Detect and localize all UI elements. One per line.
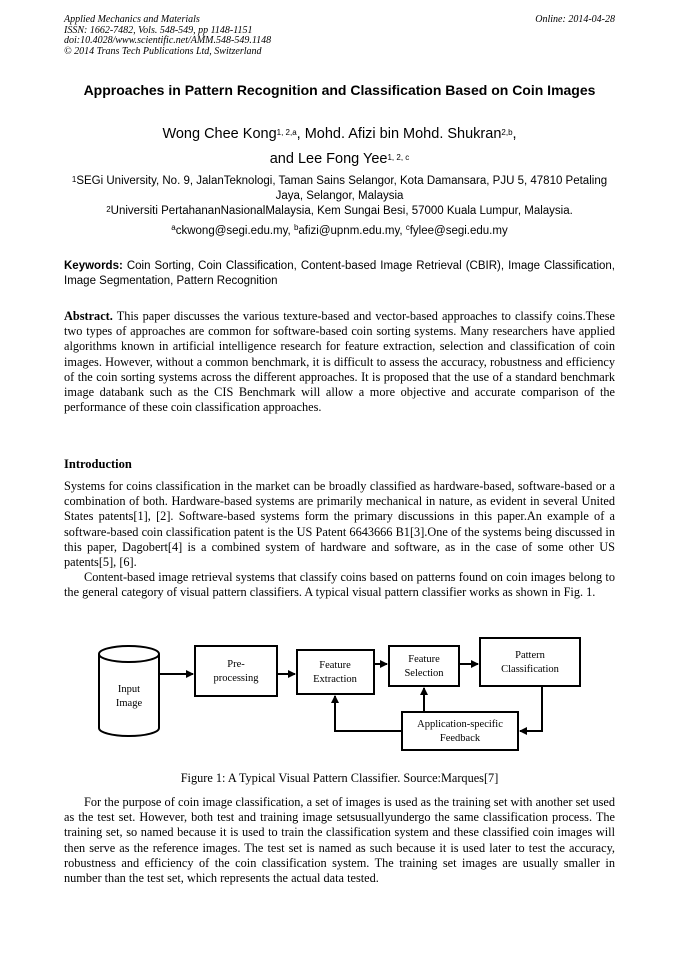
abstract: [64, 309, 615, 415]
page-header: [64, 15, 615, 57]
pattern-classification-box: [480, 638, 580, 686]
feature-extraction-box: [297, 650, 374, 694]
authors: [64, 122, 615, 172]
copyright: © 2014 Trans Tech Publications Ltd, Switzerland: [64, 45, 262, 57]
affiliation-1-sup: 1: [71, 175, 77, 184]
introduction-body: [64, 479, 615, 601]
input-image-cylinder: [99, 646, 159, 736]
abstract-text: This paper discusses the various texture-based and vector-based approaches to classify coins.These two types of approaches are common for software-based coin sorting systems. Many researchers have applied algorithms known in artificial intelligence research for feature extraction, selection and classification of coin images. However, without a common benchmark, it is difficult to assess the accuracy, robustness and efficiency of the coin sorting systems across the different approaches. It is proposed that the use of a standard benchmark image databank such as the CIS Benchmark will allow a more objective and accurate comparison of the performance of these coin classification approaches.: [64, 309, 615, 415]
feature-extraction-label-1: Feature: [319, 660, 351, 671]
issn: ISSN: 1662-7482, Vols. 548-549, pp 1148-1151: [64, 24, 253, 36]
preprocessing-box: [195, 646, 277, 696]
email-c-sup: c: [405, 223, 410, 232]
preprocessing-label-2: processing: [213, 673, 259, 684]
email-b[interactable]: afizi@upnm.edu.my,: [298, 225, 406, 237]
pattern-classification-label-2: Classification: [501, 664, 559, 675]
feedback-box: [402, 712, 518, 750]
journal-name: Applied Mechanics and Materials: [64, 14, 200, 25]
email-b-sup: b: [293, 223, 299, 232]
email-a-sup: a: [171, 223, 176, 232]
authors-line-2: [64, 147, 615, 172]
affiliation-1-text: SEGi University, No. 9, JalanTeknologi, Taman Sains Selangor, Kota Damansara, PJU 5, 47810 Petaling Jaya, Selangor, Malaysia: [76, 175, 608, 202]
figure-1-diagram: [92, 636, 592, 764]
author-separator: ,: [512, 126, 517, 142]
arrow-classification-to-feedback: [520, 686, 542, 731]
affiliation-1: [64, 174, 615, 204]
online-date: Online: 2014-04-28: [535, 14, 615, 25]
figure-1-caption: Figure 1: A Typical Visual Pattern Classifier. Source:Marques[7]: [180, 771, 499, 785]
feature-selection-label-2: Selection: [404, 668, 444, 679]
input-image-label-2: Image: [115, 698, 143, 709]
feature-selection-box: [389, 646, 459, 686]
author-3-sup: 1, 2, c: [387, 153, 410, 162]
email-c[interactable]: fylee@segi.edu.my: [409, 225, 508, 237]
author-2-name: , Mohd. Afizi bin Mohd. Shukran: [296, 126, 502, 142]
keywords-label: Keywords:: [64, 260, 123, 272]
authors-line-1: [64, 122, 615, 147]
author-1-name: Wong Chee Kong: [162, 126, 277, 142]
body-paragraph-3: For the purpose of coin image classification, a set of images is used as the training set with another set used as the test set. However, both test and training image setsusuallyundergo the same classification process. The training set, so named because it is used to train the classification system and these classified coin images will then serve as the reference images. The test set is named as such because it is used later to test the accuracy, robustness and efficiency of the coin classification system. The training set images are usually smaller in number than the test set, which represents the actual data tested.: [64, 795, 615, 886]
arrow-feedback-to-extraction: [335, 696, 402, 731]
author-1-sup: 1, 2,a: [276, 128, 297, 137]
keywords-text: Coin Sorting, Coin Classification, Content-based Image Retrieval (CBIR), Image Classification, Image Segmentation, Pattern Recognition: [64, 260, 615, 287]
introduction-heading: Introduction: [64, 457, 132, 471]
author-2-sup: 2,b: [501, 128, 513, 137]
feedback-label-2: Feedback: [439, 733, 481, 744]
author-3-name: and Lee Fong Yee: [269, 151, 388, 167]
affiliation-2-sup: 2: [106, 205, 111, 214]
doi: doi:10.4028/www.scientific.net/AMM.548-549.1148: [64, 35, 272, 46]
keywords: [64, 259, 615, 289]
feature-extraction-label-2: Extraction: [313, 674, 357, 685]
input-image-label-1: Input: [117, 684, 141, 695]
affiliations: [64, 174, 615, 219]
affiliation-2-text: Universiti PertahananNasionalMalaysia, Kem Sungai Besi, 57000 Kuala Lumpur, Malaysia.: [110, 205, 573, 217]
intro-paragraph-2: Content-based image retrieval systems that classify coins based on patterns found on coin images belong to the general category of visual pattern classifiers. A typical visual pattern classifier works as shown in Fig. 1.: [64, 570, 615, 600]
feedback-label-1: Application-specific: [417, 719, 503, 730]
affiliation-2: [64, 204, 615, 219]
body-text: [64, 795, 615, 886]
abstract-label: Abstract.: [64, 309, 113, 323]
preprocessing-label-1: Pre-: [227, 659, 245, 670]
pattern-classification-label-1: Pattern: [515, 650, 545, 661]
email-a[interactable]: ckwong@segi.edu.my,: [175, 225, 294, 237]
emails: [64, 225, 615, 237]
paper-title: Approaches in Pattern Recognition and Classification Based on Coin Images: [83, 82, 596, 98]
feature-selection-label-1: Feature: [408, 654, 440, 665]
intro-paragraph-1: Systems for coins classification in the market can be broadly classified as hardware-based, software-based or a combination of both. Hardware-based systems are primarily mechanical in nature, as evident in several United States patents[1], [2]. Software-based systems form the primary discussions in this paper.An example of a software-based coin classification patent is the US Patent 6643666 B1[3].One of the systems being discussed in this paper, Dagobert[4] is a combined system of hardware and software, as in the case of some other US patents[5], [6].: [64, 479, 615, 570]
